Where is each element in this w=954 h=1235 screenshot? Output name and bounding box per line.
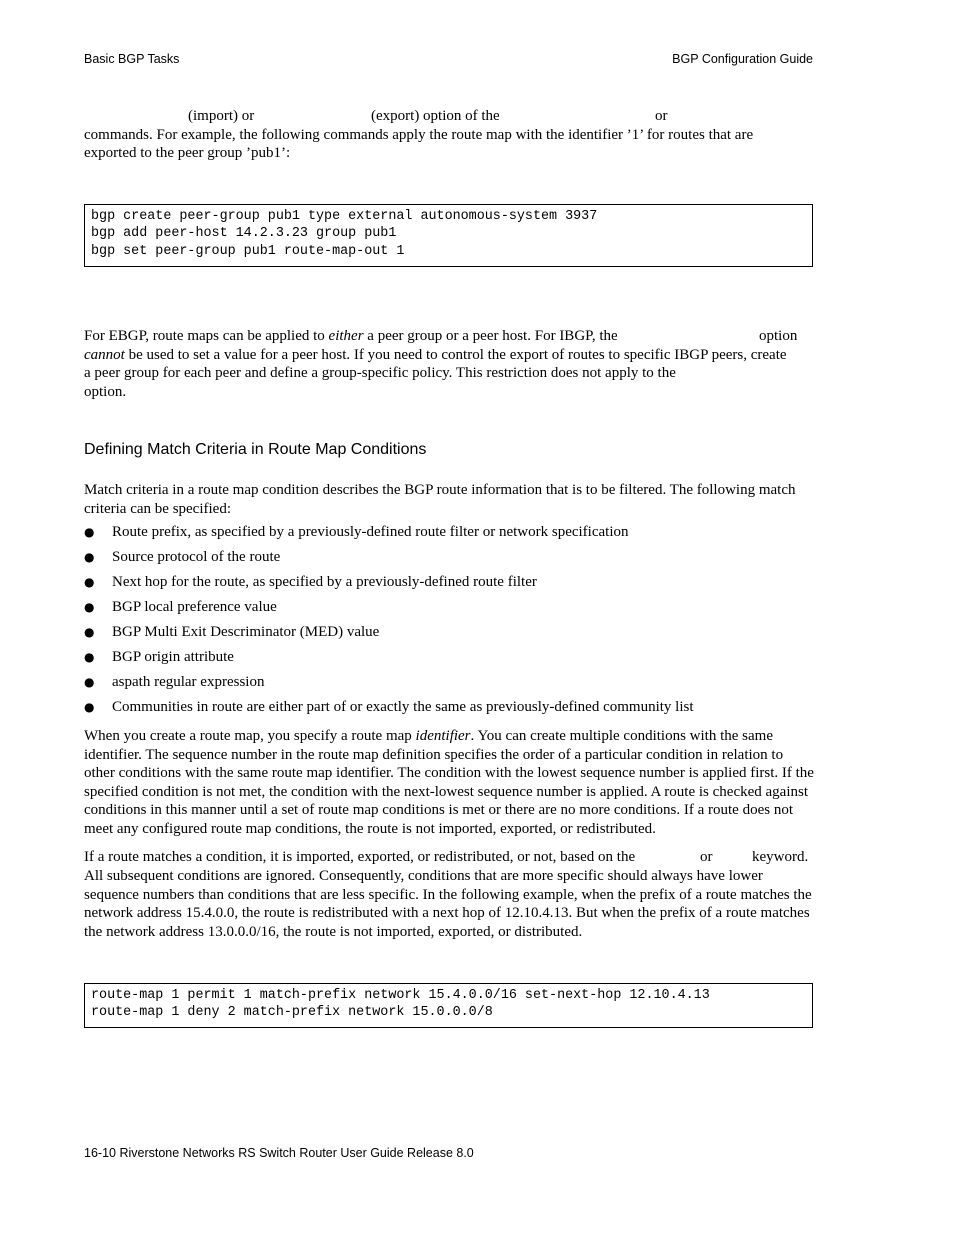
bullet-icon: ●	[84, 600, 95, 614]
list-item	[84, 623, 814, 648]
match-line-1-or: or	[700, 849, 713, 865]
match-rest: All subsequent conditions are ignored. Consequently, conditions that are more specific should always have lower sequence numbers than conditions that are less specific. In the following example, when the prefix of a route matches the network address 15.4.0.0, the route is redistributed with a next hop of 12.10.4.13. But when the prefix of a route matches the network address 13.0.0.0/16, the route is not imported, exported, or distributed.	[84, 868, 812, 940]
code-line: bgp add peer-host 14.2.3.23 group pub1	[91, 226, 397, 242]
ebgp-text: For EBGP, route maps can be applied to	[84, 328, 329, 344]
intro-fragment-export: (export) option of the	[371, 108, 500, 124]
match-line-1: If a route matches a condition, it is imported, exported, or redistributed, or not, based on the	[84, 849, 636, 865]
match-intro-paragraph: Match criteria in a route map condition describes the BGP route information that is to be filtered. The following match criteria can be specified:	[84, 482, 796, 517]
code-line: route-map 1 deny 2 match-prefix network 15.0.0.0/8	[91, 1005, 493, 1021]
intro-fragment-import: (import) or	[188, 108, 255, 124]
page-footer: 16-10 Riverstone Networks RS Switch Router User Guide Release 8.0	[84, 1146, 474, 1160]
match-line-1-keyword: keyword.	[752, 849, 809, 865]
intro-line-2: commands. For example, the following commands apply the route map with the identifier ’1’ for routes that are	[84, 127, 754, 143]
ebgp-line-2	[84, 346, 787, 365]
code-line: bgp create peer-group pub1 type external autonomous-system 3937	[91, 209, 598, 224]
ebgp-line-1	[84, 327, 618, 346]
bullet-icon: ●	[84, 675, 95, 689]
ebgp-text: a peer group or a peer host. For IBGP, the	[363, 328, 618, 344]
running-header-right: BGP Configuration Guide	[672, 52, 813, 66]
ebgp-text: be used to set a value for a peer host. If you need to control the export of routes to specific IBGP peers, create	[124, 347, 787, 363]
intro-fragment-or: or	[655, 108, 668, 124]
list-item	[84, 573, 814, 598]
route-map-create-paragraph	[84, 727, 814, 839]
section-heading: Defining Match Criteria in Route Map Conditions	[84, 441, 427, 458]
running-header-left: Basic BGP Tasks	[84, 52, 180, 66]
list-item	[84, 548, 814, 573]
list-item-text: BGP Multi Exit Descriminator (MED) value	[112, 624, 380, 640]
ebgp-line-4: option.	[84, 384, 127, 400]
code-block-route-map	[84, 983, 813, 1028]
ebgp-line-3: a peer group for each peer and define a group-specific policy. This restriction does not apply to the	[84, 365, 676, 381]
bullet-icon: ●	[84, 700, 95, 714]
bullet-icon: ●	[84, 575, 95, 589]
list-item-text: aspath regular expression	[112, 674, 265, 690]
code-block-peer-group	[84, 204, 813, 267]
list-item-text: Next hop for the route, as specified by a previously-defined route filter	[112, 574, 537, 590]
list-item-text: BGP local preference value	[112, 599, 277, 615]
list-item	[84, 523, 814, 548]
ebgp-emphasis-cannot: cannot	[84, 347, 125, 363]
paragraph-text: . You can create multiple conditions with the same identifier. The sequence number in the route map definition specifies the order of a particular condition in relation to other conditions with the same route map identifier. The condition with the lowest sequence number is applied first. If the specified condition is not met, the condition with the next-lowest sequence number is applied. A route is checked against conditions in this manner until a set of route map conditions is met or there are no more conditions. If a route does not meet any configured route map conditions, the route is not imported, exported, or redistributed.	[84, 728, 814, 837]
bullet-icon: ●	[84, 525, 95, 539]
code-line: route-map 1 permit 1 match-prefix network 15.4.0.0/16 set-next-hop 12.10.4.13	[91, 988, 710, 1003]
list-item	[84, 673, 814, 698]
paragraph-text: When you create a route map, you specify a route map	[84, 728, 416, 744]
intro-line-3: exported to the peer group ’pub1’:	[84, 145, 291, 161]
list-item-text: Communities in route are either part of or exactly the same as previously-defined community list	[112, 699, 694, 715]
emphasis-identifier: identifier	[415, 728, 471, 744]
code-line: bgp set peer-group pub1 route-map-out 1	[91, 243, 405, 259]
list-item	[84, 598, 814, 623]
list-item	[84, 698, 814, 723]
list-item-text: Source protocol of the route	[112, 549, 281, 565]
bullet-icon: ●	[84, 550, 95, 564]
list-item-text: BGP origin attribute	[112, 649, 234, 665]
list-item-text: Route prefix, as specified by a previously-defined route filter or network specification	[112, 524, 629, 540]
bullet-icon: ●	[84, 650, 95, 664]
ebgp-option-word: option	[759, 328, 798, 344]
match-criteria-list	[84, 523, 814, 723]
bullet-icon: ●	[84, 625, 95, 639]
list-item	[84, 648, 814, 673]
ebgp-emphasis-either: either	[328, 328, 364, 344]
